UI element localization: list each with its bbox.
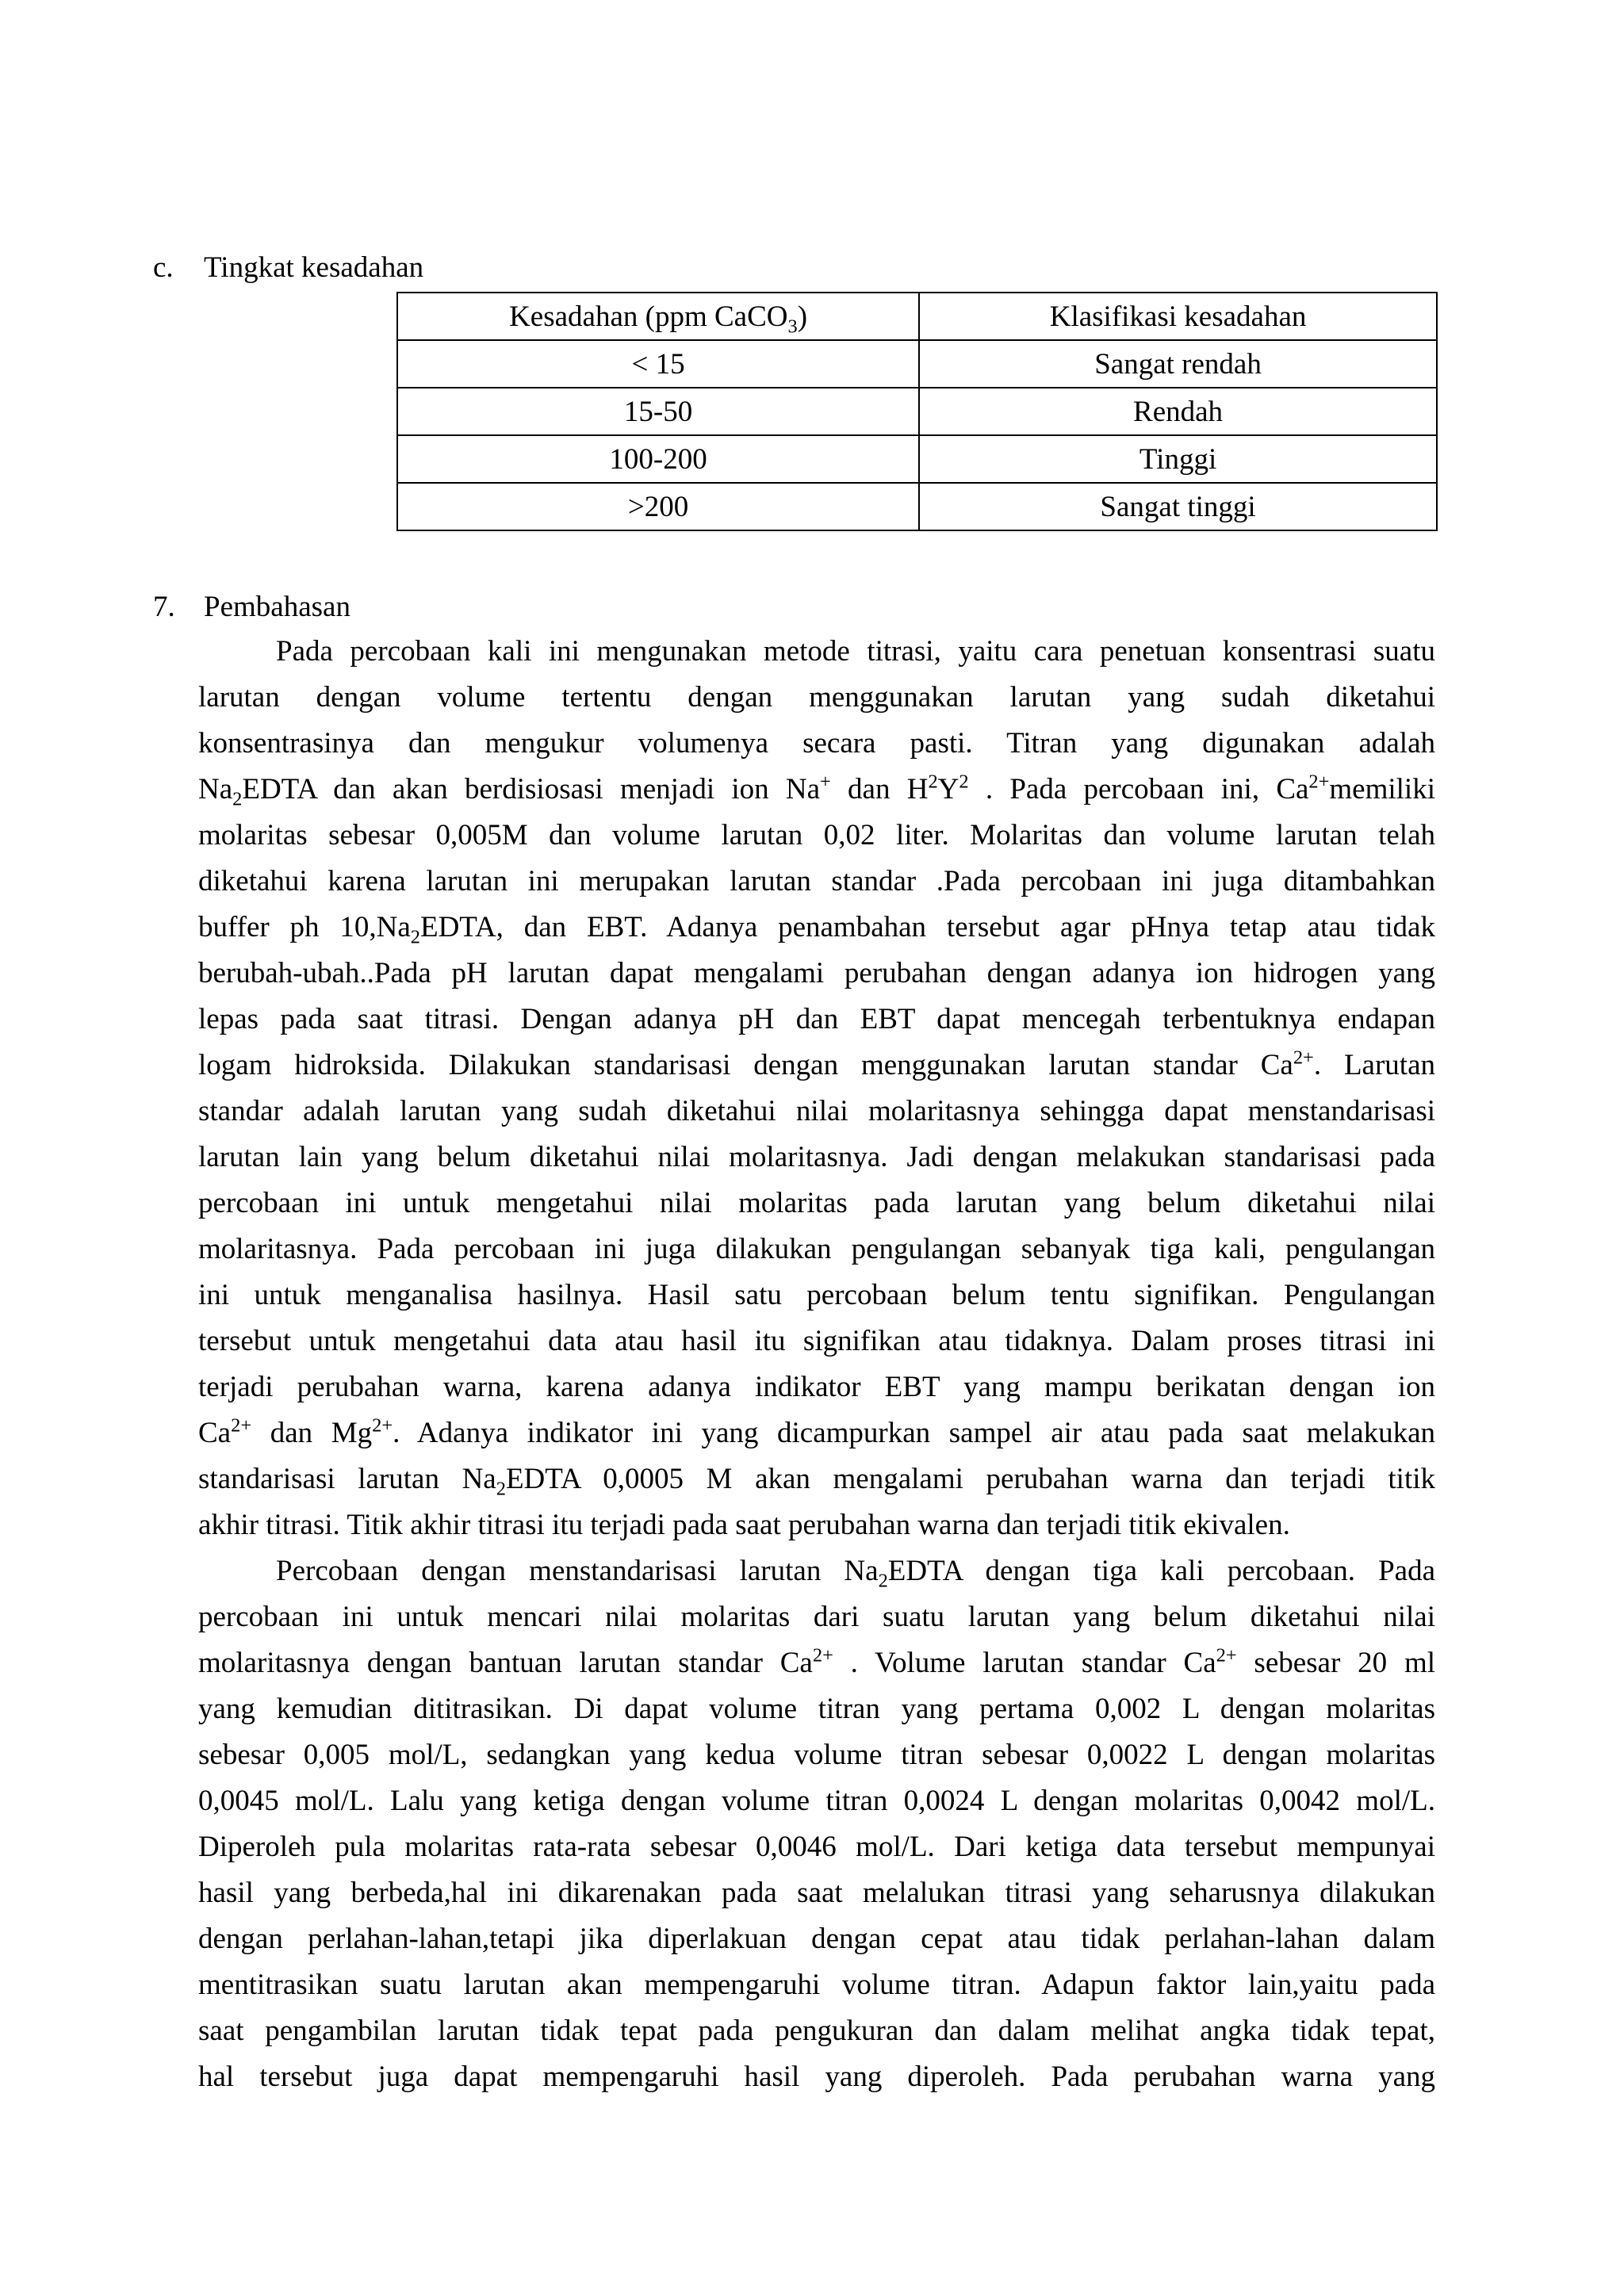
section-c-marker: c. xyxy=(153,251,174,284)
text-line: percobaan ini untuk mencari nilai molaritas dari suatu larutan yang belum diketahui nilai xyxy=(198,1601,1435,1633)
text-line: Pada percobaan kali ini mengunakan metode titrasi, yaitu cara penetuan konsentrasi suatu xyxy=(276,635,1435,668)
table-row xyxy=(397,340,1437,388)
text-line: dengan perlahan-lahan,tetapi jika diperlakuan dengan cepat atau tidak perlahan-lahan dalam xyxy=(198,1923,1435,1955)
text-line: larutan lain yang belum diketahui nilai molaritasnya. Jadi dengan melakukan standarisasi pada xyxy=(198,1141,1435,1173)
section-c-heading xyxy=(153,247,423,289)
text-line: Percobaan dengan menstandarisasi larutan $Na_2EDTA$ dengan tiga kali percobaan. Pada xyxy=(276,1555,1435,1592)
text-line: buffer ph $10,Na_2EDTA$, dan EBT. Adanya penambahan tersebut agar pHnya tetap atau tidak xyxy=(198,911,1435,948)
text-line: terjadi perubahan warna, karena adanya indikator EBT yang mampu berikatan dengan ion xyxy=(198,1371,1435,1403)
text-line: hasil yang berbeda,hal ini dikarenakan pada saat melalukan titrasi yang seharusnya dilakukan xyxy=(198,1877,1435,1909)
text-line: hal tersebut juga dapat mempengaruhi hasil yang diperoleh. Pada perubahan warna yang xyxy=(198,2061,1435,2093)
table-header-classification: Klasifikasi kesadahan xyxy=(919,293,1437,340)
table-cell: Sangat tinggi xyxy=(919,483,1437,530)
text-line: molaritasnya. Pada percobaan ini juga dilakukan pengulangan sebanyak tiga kali, pengulangan xyxy=(198,1233,1435,1265)
table-row xyxy=(397,435,1437,483)
table-row xyxy=(397,483,1437,530)
text-line: ini untuk menganalisa hasilnya. Hasil satu percobaan belum tentu signifikan. Pengulangan xyxy=(198,1279,1435,1311)
text-line: akhir titrasi. Titik akhir titrasi itu terjadi pada saat perubahan warna dan terjadi titik ekivalen. xyxy=(198,1509,1290,1541)
section-7-title: Pembahasan xyxy=(204,591,350,623)
section-c-title: Tingkat kesadahan xyxy=(204,251,424,284)
text-line: konsentrasinya dan mengukur volumenya secara pasti. Titran yang digunakan adalah xyxy=(198,727,1435,760)
table-row xyxy=(397,388,1437,435)
text-line: standarisasi larutan $Na_2EDTA$ 0,0005 M akan mengalami perubahan warna dan terjadi titik xyxy=(198,1463,1435,1500)
text-line: mentitrasikan suatu larutan akan mempengaruhi volume titran. Adapun faktor lain,yaitu pada xyxy=(198,1969,1435,2001)
text-line: larutan dengan volume tertentu dengan menggunakan larutan yang sudah diketahui xyxy=(198,681,1435,714)
section-7-heading xyxy=(153,587,350,628)
table-cell: Sangat rendah xyxy=(919,340,1437,388)
text-line: diketahui karena larutan ini merupakan larutan standar .Pada percobaan ini juga ditambahkan xyxy=(198,865,1435,897)
text-line: logam hidroksida. Dilakukan standarisasi dengan menggunakan larutan standar $Ca^{2+}$. Larutan xyxy=(198,1047,1435,1081)
table-cell: 100-200 xyxy=(397,435,919,483)
text-line: saat pengambilan larutan tidak tepat pada pengukuran dan dalam melihat angka tidak tepat, xyxy=(198,2015,1435,2047)
text-line: sebesar 0,005 mol/L, sedangkan yang kedua volume titran sebesar 0,0022 L dengan molaritas xyxy=(198,1739,1435,1771)
table-header-row xyxy=(397,293,1437,340)
text-line: percobaan ini untuk mengetahui nilai molaritas pada larutan yang belum diketahui nilai xyxy=(198,1187,1435,1219)
section-7-marker: 7. xyxy=(153,591,175,623)
text-line: 0,0045 mol/L. Lalu yang ketiga dengan volume titran 0,0024 L dengan molaritas 0,0042 mol/L. xyxy=(198,1785,1435,1817)
hardness-table xyxy=(396,292,1438,531)
text-line: $Ca^{2+}$ dan $Mg^{2+}$. Adanya indikator ini yang dicampurkan sampel air atau pada saat melakukan xyxy=(198,1414,1435,1449)
text-line: $Na_2EDTA$ dan akan berdisiosasi menjadi ion Na+ dan $H^2Y^2$ . Pada percobaan ini, $Ca^{2+}memiliki$ xyxy=(198,771,1435,810)
text-line: berubah-ubah..Pada pH larutan dapat mengalami perubahan dengan adanya ion hidrogen yang xyxy=(198,957,1435,989)
text-line: molaritasnya dengan bantuan larutan standar $Ca^{2+}$ . Volume larutan standar $Ca^{2+}$ sebesar 20 ml xyxy=(198,1644,1435,1679)
table-cell: < 15 xyxy=(397,340,919,388)
text-line: lepas pada saat titrasi. Dengan adanya pH dan EBT dapat mencegah terbentuknya endapan xyxy=(198,1003,1435,1035)
text-line: tersebut untuk mengetahui data atau hasil itu signifikan atau tidaknya. Dalam proses titrasi ini xyxy=(198,1325,1435,1357)
table-cell: >200 xyxy=(397,483,919,530)
table-header-hardness: Kesadahan (ppm CaCO$_3$) xyxy=(397,293,919,340)
text-line: molaritas sebesar 0,005M dan volume larutan 0,02 liter. Molaritas dan volume larutan telah xyxy=(198,819,1435,851)
text-line: Diperoleh pula molaritas rata-rata sebesar 0,0046 mol/L. Dari ketiga data tersebut mempunyai xyxy=(198,1831,1435,1863)
table-cell: Rendah xyxy=(919,388,1437,435)
text-line: yang kemudian dititrasikan. Di dapat volume titran yang pertama 0,002 L dengan molaritas xyxy=(198,1693,1435,1725)
table-cell: 15-50 xyxy=(397,388,919,435)
discussion-text xyxy=(198,629,1435,2100)
text-line: standar adalah larutan yang sudah diketahui nilai molaritasnya sehingga dapat menstandarisasi xyxy=(198,1095,1435,1127)
table-cell: Tinggi xyxy=(919,435,1437,483)
